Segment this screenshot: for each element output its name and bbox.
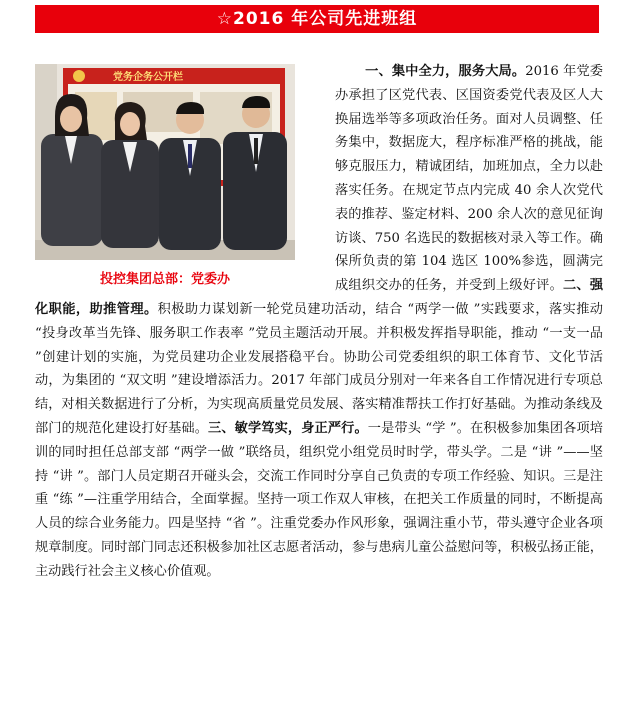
- section-three-text: 一是带头 “学 ”。在积极参加集团各项培训的同时担任总部支部 “两学一做 ”联络员，组织党小组党员时时学，带头学。二是 “讲 ”——坚持 “讲 ”。部门人员定期召开碰头会，交流工作同时分享自己负责的专项工作经验、知识。三是注重 “练 ”—注重学用结合，全面掌握。坚持一项工作双人审核，在把关工作质量的同时，不断提高人员的综合业务能力。四是坚持 “省 ”。注重党委办作风形象，强调注重小节，带头遵守企业各项规章制度。同时部门同志还积极参加社区志愿者活动，参与患病儿童公益慰问等，积极弘扬正能，主动践行社会主义核心价值观。: [35, 420, 603, 579]
- section-two-text: 积极助力谋划新一轮党员建功活动，结合 “两学一做 ”实践要求，落实推动 “投身改革当先锋、服务职工作表率 ”党员主题活动开展。并积极发挥指导职能，推动 “一支一品 ”创建计划的实施，为党员建功企业发展搭稳平台。协助公司党委组织的职工体育节、文化节活动，为集团的 “双文明 ”建设增添活力。2017 年部门成员分别对一年来各自工作情况进行专项总结，对相关数据进行了分析，为实现高质量党员发展、落实精准帮扶工作打好基础。为推动条线及部门的规范化建设打好基础。: [35, 301, 603, 436]
- heading-one: 一、集中全力，服务大局。: [365, 64, 526, 79]
- banner-title: ☆2016 年公司先进班组: [216, 9, 418, 29]
- section-one-text: 2016 年党委办承担了区党代表、区国资委党代表及区人大换届选举等多项政治任务。面对人员调整、任务集中，数据庞大，程序标准严格的挑战，能够克服压力，精诚团结，加班加点，全力以赴落实任务。在规定节点内完成 40 余人次党代表的推荐、鉴定材料、200 余人次的意见征询访谈、750 名选民的数据核对录入等工作。确保所负责的第 104 选区 100%参选，圆满完成组织交办的任务，并受到上级好评。: [335, 64, 603, 294]
- section-banner: [35, 5, 599, 33]
- board-title: 党务企务公开栏: [113, 72, 183, 83]
- article-body: [35, 60, 603, 584]
- heading-two: 二、强化职能，助推管理。: [35, 278, 604, 317]
- photo-caption: 投控集团总部：党委办: [99, 272, 230, 287]
- photo-spacer: [35, 60, 335, 296]
- heading-three: 三、敏学笃实，身正严行。: [208, 420, 368, 436]
